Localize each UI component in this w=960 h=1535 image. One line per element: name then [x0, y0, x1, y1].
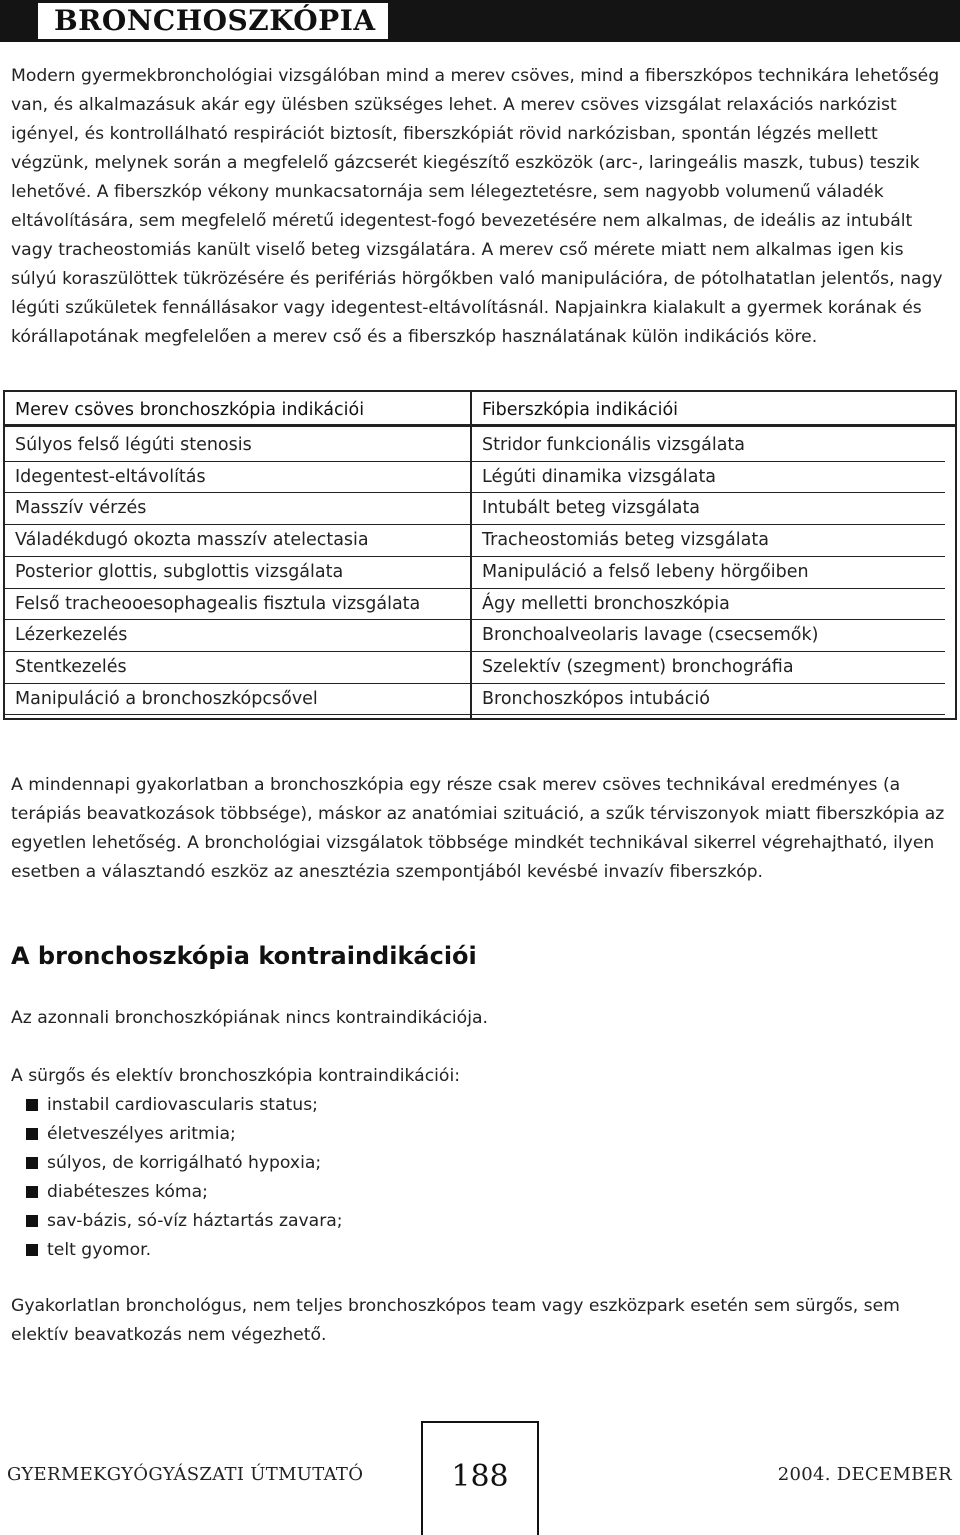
page-number-box: [421, 1421, 539, 1535]
right-indication-cell: Manipuláció a felső lebeny hörgőiben: [482, 561, 809, 582]
right-indication-row-rule: [472, 461, 945, 462]
list-item-text: súlyos, de korrigálható hypoxia;: [47, 1153, 322, 1173]
left-indication-row-rule: [5, 683, 470, 684]
right-indication-cell: Szelektív (szegment) bronchográfia: [482, 656, 794, 677]
page-title: BRONCHOSZKÓPIA: [38, 3, 388, 39]
right-indication-cell: Légúti dinamika vizsgálata: [482, 466, 717, 487]
list-item-text: életveszélyes aritmia;: [47, 1124, 236, 1144]
list-item: [26, 1236, 151, 1265]
left-indication-cell: Lézerkezelés: [15, 625, 128, 646]
left-indication-row-rule: [5, 588, 470, 589]
right-indication-cell: Ágy melletti bronchoszkópia: [482, 593, 730, 614]
left-indication-row-rule: [5, 492, 470, 493]
right-column-header: Fiberszkópia indikációi: [482, 400, 679, 420]
left-indication-row-rule: [5, 714, 470, 715]
closing-paragraph: Gyakorlatlan bronchológus, nem teljes bronchoszkópos team vagy eszközpark esetén sem sürgős, sem elektív beavatkozás nem végezhető.: [11, 1296, 900, 1345]
square-bullet-icon: [26, 1099, 38, 1111]
right-indication-row-rule: [472, 492, 945, 493]
left-indication-cell: Idegentest-eltávolítás: [15, 466, 206, 487]
square-bullet-icon: [26, 1128, 38, 1140]
square-bullet-icon: [26, 1157, 38, 1169]
contraindications-heading: A bronchoszkópia kontraindikációi: [11, 942, 477, 970]
right-header-rule: [472, 424, 957, 427]
header-bar: [0, 0, 960, 42]
right-indication-cell: Bronchoszkópos intubáció: [482, 688, 710, 709]
list-item-text: diabéteszes kóma;: [47, 1182, 208, 1202]
right-indication-row-rule: [472, 714, 945, 715]
page-number: 188: [451, 1459, 509, 1494]
right-indication-row-rule: [472, 651, 945, 652]
practice-paragraph: A mindennapi gyakorlatban a bronchoszkópia egy része csak merev csöves technikával eredményes (a terápiás beavatkozások többsége), máskor az anatómiai szituáció, a szűk térviszonyok miatt fiberszkópia az egyetlen lehetőség. A bronchológiai vizsgálatok többsége mindkét technikával sikerrel végrehajtható, ilyen esetben a választandó eszköz az anesztézia szempontjából kevésbé invazív fiberszkóp.: [11, 775, 945, 882]
left-indication-row-rule: [5, 619, 470, 620]
left-indication-row-rule: [5, 651, 470, 652]
square-bullet-icon: [26, 1244, 38, 1256]
right-indication-cell: Bronchoalveolaris lavage (csecsemők): [482, 625, 819, 646]
list-item: [26, 1149, 321, 1178]
footer-publication: GYERMEKGYÓGYÁSZATI ÚTMUTATÓ: [7, 1464, 364, 1485]
left-header-rule: [5, 424, 470, 427]
left-indication-cell: Váladékdugó okozta masszív atelectasia: [15, 530, 369, 551]
list-item: [26, 1178, 208, 1207]
left-indication-row-rule: [5, 461, 470, 462]
left-indication-cell: Stentkezelés: [15, 656, 127, 677]
list-item-text: sav-bázis, só-víz háztartás zavara;: [47, 1211, 343, 1231]
immediate-paragraph: Az azonnali bronchoszkópiának nincs kontraindikációja.: [11, 1008, 488, 1028]
right-indication-row-rule: [472, 524, 945, 525]
right-indication-row-rule: [472, 588, 945, 589]
left-indication-row-rule: [5, 556, 470, 557]
list-item: [26, 1120, 236, 1149]
right-indication-row-rule: [472, 619, 945, 620]
right-indication-row-rule: [472, 683, 945, 684]
left-indication-cell: Manipuláció a bronchoszkópcsővel: [15, 688, 318, 709]
left-column-header: Merev csöves bronchoszkópia indikációi: [15, 400, 365, 420]
list-item: [26, 1091, 318, 1120]
right-indication-cell: Stridor funkcionális vizsgálata: [482, 435, 746, 455]
left-indication-row-rule: [5, 524, 470, 525]
left-indication-cell: Felső tracheooesophagealis fisztula vizsgálata: [15, 593, 421, 614]
elective-intro: A sürgős és elektív bronchoszkópia kontraindikációi:: [11, 1066, 461, 1086]
list-item-text: instabil cardiovascularis status;: [47, 1095, 318, 1115]
right-indication-cell: Tracheostomiás beteg vizsgálata: [482, 530, 769, 551]
right-indication-row-rule: [472, 556, 945, 557]
square-bullet-icon: [26, 1186, 38, 1198]
list-item-text: telt gyomor.: [47, 1240, 152, 1260]
square-bullet-icon: [26, 1215, 38, 1227]
footer-date: 2004. DECEMBER: [777, 1464, 952, 1485]
indications-table: [3, 390, 957, 720]
intro-paragraph: Modern gyermekbronchológiai vizsgálóban mind a merev csöves, mind a fiberszkópos technikára lehetőség van, és alkalmazásuk akár egy ülésben szükséges lehet. A merev csöves vizsgálat relaxációs narkózist igényel, és kontrollálható respirációt biztosít, fiberszkópiát rövid narkózisban, spontán légzés mellett végzünk, melynek során a megfelelő gázcserét kiegészítő eszközök (arc-, laringeális maszk, tubus) teszik lehetővé. A fiberszkóp vékony munkacsatornája sem lélegeztetésre, sem nagyobb volumenű váladék eltávolítására, sem megfelelő méretű idegentest-fogó bevezetésére nem alkalmas, de ideális az intubált vagy tracheostomiás kanült viselő beteg vizsgálatára. A merev cső mérete miatt nem alkalmas igen kis súlyú koraszülöttek tükrözésére és perifériás hörgőkben való manipulációra, de pótolhatatlan jelentős, nagy légúti szűkületek fennállásakor vagy idegentest-eltávolításnál. Napjainkra kialakult a gyermek korának és kórállapotának megfelelően a merev cső és a fiberszkóp használatának külön indikációs köre.: [11, 66, 943, 347]
list-item: [26, 1207, 343, 1236]
left-indication-cell: Masszív vérzés: [15, 498, 147, 519]
right-indication-cell: Intubált beteg vizsgálata: [482, 498, 701, 519]
left-indication-cell: Súlyos felső légúti stenosis: [15, 435, 252, 455]
left-indication-cell: Posterior glottis, subglottis vizsgálata: [15, 561, 344, 582]
